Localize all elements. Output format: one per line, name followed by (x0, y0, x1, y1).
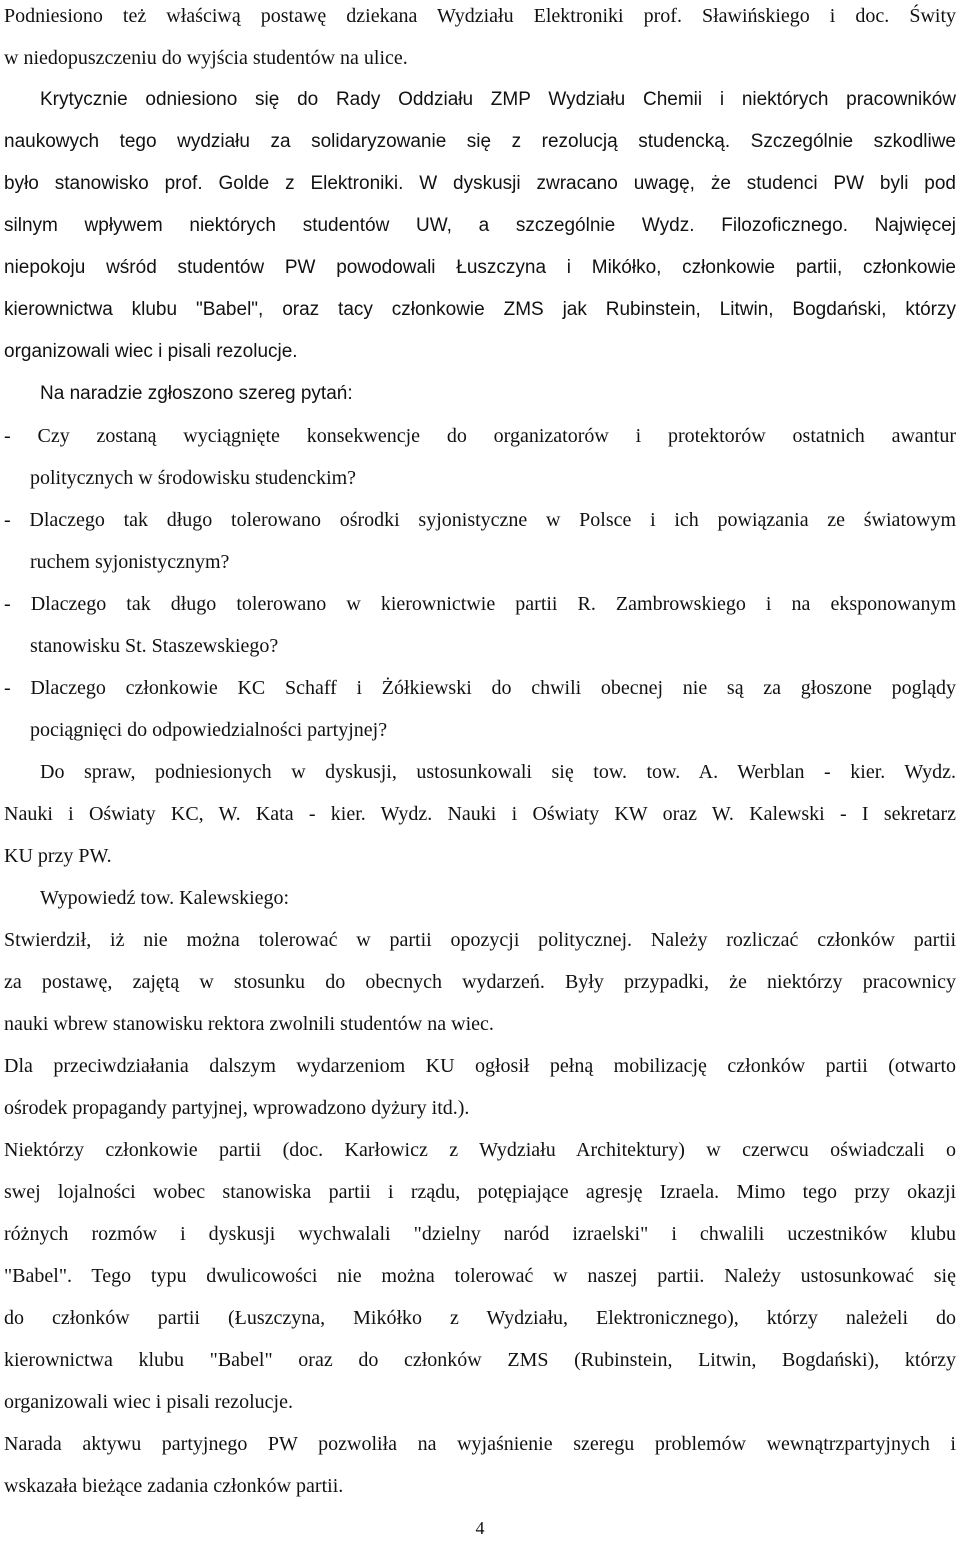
text-line: ośrodek propagandy partyjnej, wprowadzono dyżury itd.). (4, 1097, 470, 1119)
text-line: Na naradzie zgłoszono szereg pytań: (40, 383, 353, 404)
question-line: - Dlaczego członkowie KC Schaff i Żółkiewski do chwili obecnej nie są za głoszone poglądy (4, 677, 956, 699)
text-line: KU przy PW. (4, 845, 112, 867)
text-line: wskazała bieżące zadania członków partii. (4, 1475, 344, 1497)
text-line: było stanowisko prof. Golde z Elektroniki. W dyskusji zwracano uwagę, że studenci PW byli pod (4, 173, 956, 194)
text-line: Stwierdził, iż nie można tolerować w partii opozycji politycznej. Należy rozliczać członków partii (4, 929, 956, 951)
text-line: w niedopuszczeniu do wyjścia studentów na ulice. (4, 47, 408, 69)
question-line: ruchem syjonistycznym? (30, 551, 230, 573)
text-line: Nauki i Oświaty KC, W. Kata - kier. Wydz. Nauki i Oświaty KW oraz W. Kalewski - I sekretarz (4, 803, 956, 825)
text-line: Podniesiono też właściwą postawę dziekana Wydziału Elektroniki prof. Sławińskiego i doc. Świty (4, 5, 956, 27)
text-line: organizowali wiec i pisali rezolucje. (4, 341, 298, 362)
question-line: - Dlaczego tak długo tolerowano ośrodki syjonistyczne w Polsce i ich powiązania ze światowym (4, 509, 956, 531)
question-line: stanowisku St. Staszewskiego? (30, 635, 279, 657)
text-line: kierownictwa klubu "Babel" oraz do członków ZMS (Rubinstein, Litwin, Bogdański), którzy (4, 1349, 956, 1371)
text-line: organizowali wiec i pisali rezolucje. (4, 1391, 293, 1413)
text-line: niepokoju wśród studentów PW powodowali Łuszczyna i Mikółko, członkowie partii, członkowie (4, 257, 956, 278)
question-line: pociągnięci do odpowiedzialności partyjnej? (30, 719, 388, 741)
text-line: Do spraw, podniesionych w dyskusji, ustosunkowali się tow. tow. A. Werblan - kier. Wydz. (40, 761, 956, 783)
text-line: Narada aktywu partyjnego PW pozwoliła na wyjaśnienie szeregu problemów wewnątrzpartyjnych i (4, 1433, 956, 1455)
text-line: naukowych tego wydziału za solidaryzowanie się z rezolucją studencką. Szczególnie szkodliwe (4, 131, 956, 152)
question-line: - Czy zostaną wyciągnięte konsekwencje do organizatorów i protektorów ostatnich awantur (4, 425, 956, 447)
text-line: nauki wbrew stanowisku rektora zwolnili studentów na wiec. (4, 1013, 494, 1035)
text-line: różnych rozmów i dyskusji wychwalali "dzielny naród izraelski" i chwalili uczestników klubu (4, 1223, 956, 1245)
text-line: Dla przeciwdziałania dalszym wydarzeniom KU ogłosił pełną mobilizację członków partii (otwarto (4, 1055, 956, 1077)
text-line: "Babel". Tego typu dwulicowości nie można tolerować w naszej partii. Należy ustosunkować się (4, 1265, 956, 1287)
question-line: - Dlaczego tak długo tolerowano w kierownictwie partii R. Zambrowskiego i na eksponowanym (4, 593, 956, 615)
text-line: do członków partii (Łuszczyna, Mikółko z Wydziału, Elektronicznego), którzy należeli do (4, 1307, 956, 1329)
text-line: swej lojalności wobec stanowiska partii i rządu, potępiające agresję Izraela. Mimo tego przy okazji (4, 1181, 956, 1203)
text-line: Wypowiedź tow. Kalewskiego: (40, 887, 290, 909)
text-line: Niektórzy członkowie partii (doc. Karłowicz z Wydziału Architektury) w czerwcu oświadczali o (4, 1139, 956, 1161)
question-line: politycznych w środowisku studenckim? (30, 467, 357, 489)
text-line: kierownictwa klubu "Babel", oraz tacy członkowie ZMS jak Rubinstein, Litwin, Bogdański, którzy (4, 299, 956, 320)
text-line: za postawę, zajętą w stosunku do obecnych wydarzeń. Były przypadki, że niektórzy pracownicy (4, 971, 956, 993)
page-number: 4 (475, 1518, 485, 1538)
text-line: silnym wpływem niektórych studentów UW, a szczególnie Wydz. Filozoficznego. Najwięcej (4, 215, 956, 236)
text-line: Krytycznie odniesiono się do Rady Oddziału ZMP Wydziału Chemii i niektórych pracowników (40, 89, 956, 110)
